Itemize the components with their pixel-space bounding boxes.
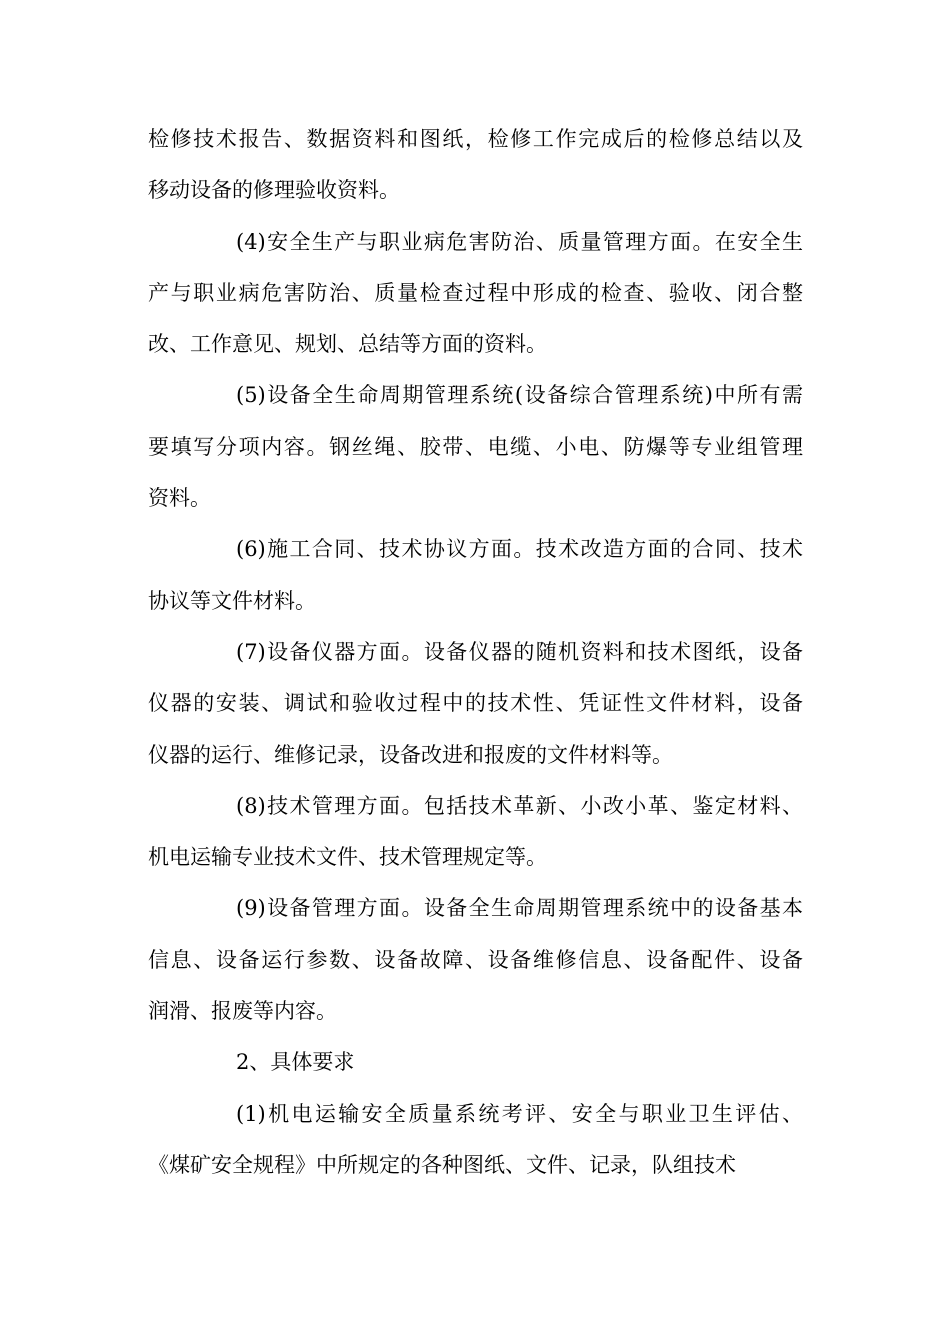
paragraph-item-5: [148, 370, 803, 524]
text-line: (5)设备全生命周期管理系统(设备综合管理系统)中所有需: [236, 383, 803, 408]
paragraph-item-8: [148, 781, 803, 884]
text-line: 检修技术报告、数据资料和图纸，检修工作完成后的检修总结以及: [148, 127, 803, 151]
text-line: (7)设备仪器方面。设备仪器的随机资料和技术图纸，设备: [236, 639, 803, 664]
text-line: 仪器的运行、维修记录，设备改进和报废的文件材料等。: [148, 742, 673, 767]
text-line: 协议等文件材料。: [148, 588, 316, 613]
text-line: 润滑、报废等内容。: [148, 999, 337, 1024]
paragraph-item-7: [148, 627, 803, 781]
paragraph-requirement-1: [148, 1089, 803, 1192]
text-line: 仪器的安装、调试和验收过程中的技术性、凭证性文件材料，设备: [148, 691, 803, 716]
paragraph-item-4: [148, 217, 803, 371]
text-line: 机电运输专业技术文件、技术管理规定等。: [148, 845, 547, 870]
section-heading: [148, 1037, 803, 1088]
text-line: (1)机电运输安全质量系统考评、安全与职业卫生评估、: [236, 1101, 803, 1126]
paragraph-item-9: [148, 883, 803, 1037]
text-line: 要填写分项内容。钢丝绳、胶带、电缆、小电、防爆等专业组管理: [148, 434, 803, 459]
text-line: 资料。: [148, 486, 211, 511]
text-line: (9)设备管理方面。设备全生命周期管理系统中的设备基本: [236, 896, 803, 921]
text-line: 产与职业病危害防治、质量检查过程中形成的检查、验收、闭合整: [148, 280, 803, 305]
text-line: (4)安全生产与职业病危害防治、质量管理方面。在安全生: [236, 229, 803, 254]
text-line: 移动设备的修理验收资料。: [148, 178, 400, 203]
paragraph-item-6: [148, 524, 803, 627]
paragraph-continuation: [148, 114, 803, 217]
text-line: 信息、设备运行参数、设备故障、设备维修信息、设备配件、设备: [148, 947, 803, 972]
text-line: 2、具体要求: [236, 1050, 355, 1075]
text-line: (8)技术管理方面。包括技术革新、小改小革、鉴定材料、: [236, 793, 803, 818]
text-line: (6)施工合同、技术协议方面。技术改造方面的合同、技术: [236, 537, 803, 562]
text-line: 《煤矿安全规程》中所规定的各种图纸、文件、记录，队组技术: [148, 1152, 736, 1177]
document-body: [148, 114, 803, 1191]
text-line: 改、工作意见、规划、总结等方面的资料。: [148, 332, 547, 357]
